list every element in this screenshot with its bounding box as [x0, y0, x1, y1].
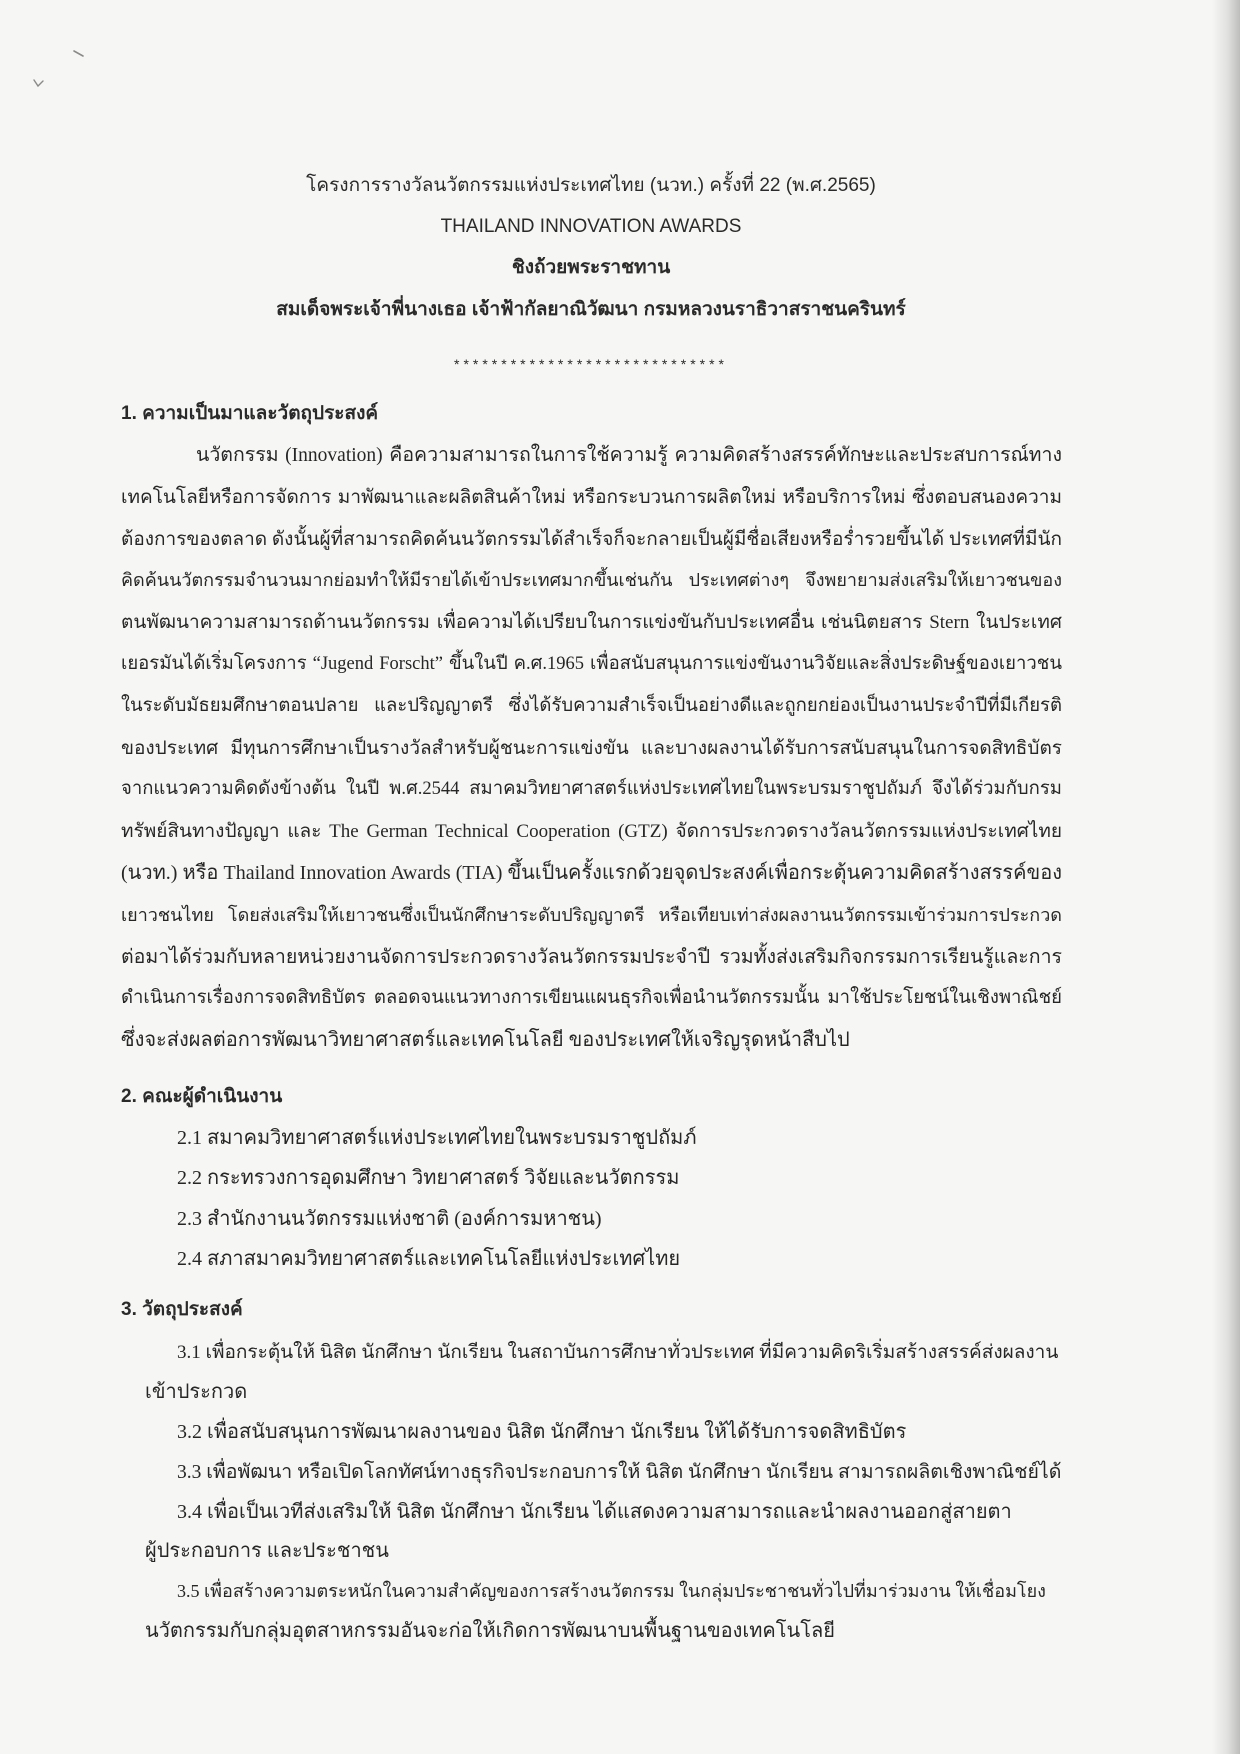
paragraph-line: ซึ่งจะส่งผลต่อการพัฒนาวิทยาศาสตร์และเทคโนโลยี ของประเทศให้เจริญรุดหน้าสืบไป: [121, 1029, 850, 1052]
list-item: 2.1 สมาคมวิทยาศาสตร์แห่งประเทศไทยในพระบรมราชูปถัมภ์: [177, 1127, 697, 1149]
background-paragraph: [121, 435, 1062, 1062]
page-edge-shadow: [1212, 0, 1240, 1754]
paragraph-line: ทรัพย์สินทางปัญญา และ The German Technical Cooperation (GTZ) จัดการประกวดรางวัลนวัตกรรมแห่งประเทศไทย: [121, 821, 1062, 843]
paragraph-line: จากแนวความคิดดังข้างต้น ในปี พ.ศ.2544 สมาคมวิทยาศาสตร์แห่งประเทศไทยในพระบรมราชูปถัมภ์ จึงได้ร่วมกับกรม: [121, 779, 1062, 800]
list-item: 2.2 กระทรวงการอุดมศึกษา วิทยาศาสตร์ วิจัยและนวัตกรรม: [177, 1167, 680, 1190]
paragraph-line: ของประเทศ มีทุนการศึกษาเป็นรางวัลสำหรับผู้ชนะการแข่งขัน และบางผลงานได้รับการสนับสนุนในการจดสิทธิบัตร: [121, 737, 1062, 759]
document-title-english: THAILAND INNOVATION AWARDS: [440, 216, 742, 237]
organizer-list: [177, 1118, 1062, 1280]
section-heading-objectives: 3. วัตถุประสงค์: [121, 1299, 243, 1320]
section-heading-background: 1. ความเป็นมาและวัตถุประสงค์: [121, 403, 379, 424]
section-heading-organizers: 2. คณะผู้ดำเนินงาน: [121, 1086, 283, 1107]
list-item: 3.3 เพื่อพัฒนา หรือเปิดโลกทัศน์ทางธุรกิจประกอบการให้ นิสิต นักศึกษา นักเรียน สามารถผลิตเชิงพาณิชย์ได้: [177, 1461, 1062, 1483]
paragraph-line: ต้องการของตลาด ดังนั้นผู้ที่สามารถคิดค้นนวัตกรรมได้สำเร็จก็จะกลายเป็นผู้มีชื่อเสียงหรือร่ำรวยขึ้นได้ ประเทศที่มีนัก: [121, 528, 1062, 550]
paragraph-line: นวัตกรรม (Innovation) คือความสามารถในการใช้ความรู้ ความคิดสร้างสรรค์ทักษะและประสบการณ์ทาง: [196, 445, 1062, 466]
scan-marks: [28, 40, 98, 100]
patron-line: สมเด็จพระเจ้าพี่นางเธอ เจ้าฟ้ากัลยาณิวัฒนา กรมหลวงนราธิวาสราชนครินทร์: [276, 299, 906, 320]
paragraph-line: เทคโนโลยีหรือการจัดการ มาพัฒนาและผลิตสินค้าใหม่ หรือกระบวนการผลิตใหม่ หรือบริการใหม่ ซึ่งตอบสนองความ: [121, 486, 1062, 508]
list-item-continuation: เข้าประกวด: [145, 1380, 248, 1403]
document-title: โครงการรางวัลนวัตกรรมแห่งประเทศไทย (นวท.) ครั้งที่ 22 (พ.ศ.2565): [306, 175, 876, 196]
paragraph-line: เยาวชนไทย โดยส่งเสริมให้เยาวชนซึ่งเป็นนักศึกษาระดับปริญญาตรี หรือเทียบเท่าส่งผลงานนวัตกรรมเข้าร่วมการประกวด: [121, 904, 1062, 925]
paragraph-line: ตนพัฒนาความสามารถด้านนวัตกรรม เพื่อความได้เปรียบในการแข่งขันกับประเทศอื่น เช่นนิตยสาร Stern ในประเทศ: [121, 612, 1062, 634]
list-item: 2.3 สำนักงานนวัตกรรมแห่งชาติ (องค์การมหาชน): [177, 1207, 602, 1230]
list-item: 3.5 เพื่อสร้างความตระหนักในความสำคัญของการสร้างนวัตกรรม ในกลุ่มประชาชนทั่วไปที่มาร่วมงาน ให้เชื่อมโยง: [177, 1581, 1046, 1602]
list-item-continuation: นวัตกรรมกับกลุ่มอุตสาหกรรมอันจะก่อให้เกิดการพัฒนาบนพื้นฐานของเทคโนโลยี: [145, 1620, 835, 1643]
list-item: 3.1 เพื่อกระตุ้นให้ นิสิต นักศึกษา นักเรียน ในสถาบันการศึกษาทั่วประเทศ ที่มีความคิดริเริ่มสร้างสรรค์ส่งผลงาน: [177, 1342, 1059, 1363]
list-item: 3.4 เพื่อเป็นเวทีส่งเสริมให้ นิสิต นักศึกษา นักเรียน ได้แสดงความสามารถและนำผลงานออกสู่สายตา: [177, 1500, 1012, 1523]
separator: *****************************: [454, 356, 728, 372]
list-item: 2.4 สภาสมาคมวิทยาศาสตร์และเทคโนโลยีแห่งประเทศไทย: [177, 1248, 681, 1271]
paragraph-line: ในระดับมัธยมศึกษาตอนปลาย และปริญญาตรี ซึ่งได้รับความสำเร็จเป็นอย่างดีและถูกยกย่องเป็นงานประจำปีที่มีเกียรติ: [121, 695, 1062, 716]
list-item: 3.2 เพื่อสนับสนุนการพัฒนาผลงานของ นิสิต นักศึกษา นักเรียน ให้ได้รับการจดสิทธิบัตร: [177, 1420, 907, 1443]
paragraph-line: (นวท.) หรือ Thailand Innovation Awards (TIA) ขึ้นเป็นครั้งแรกด้วยจุดประสงค์เพื่อกระตุ้นความคิดสร้างสรรค์ของ: [121, 861, 1062, 884]
paragraph-line: ดำเนินการเรื่องการจดสิทธิบัตร ตลอดจนแนวทางการเขียนแผนธุรกิจเพื่อนำนวัตกรรมนั้น มาใช้ประโยชน์ในเชิงพาณิชย์: [121, 988, 1062, 1009]
paragraph-line: คิดค้นนวัตกรรมจำนวนมากย่อมทำให้มีรายได้เข้าประเทศมากขึ้นเช่นกัน ประเทศต่างๆ จึงพยายามส่งเสริมให้เยาวชนของ: [121, 570, 1062, 591]
trophy-line: ชิงถ้วยพระราชทาน: [511, 257, 671, 278]
list-item-continuation: ผู้ประกอบการ และประชาชน: [145, 1540, 389, 1563]
objective-list: [145, 1333, 1062, 1652]
paragraph-line: ต่อมาได้ร่วมกับหลายหน่วยงานจัดการประกวดรางวัลนวัตกรรมประจำปี รวมทั้งส่งเสริมกิจกรรมการเรียนรู้และการ: [121, 946, 1062, 968]
paragraph-line: เยอรมันได้เริ่มโครงการ “Jugend Forscht” ขึ้นในปี ค.ศ.1965 เพื่อสนับสนุนการแข่งขันงานวิจัยและสิ่งประดิษฐ์ของเยาวชน: [121, 653, 1062, 674]
